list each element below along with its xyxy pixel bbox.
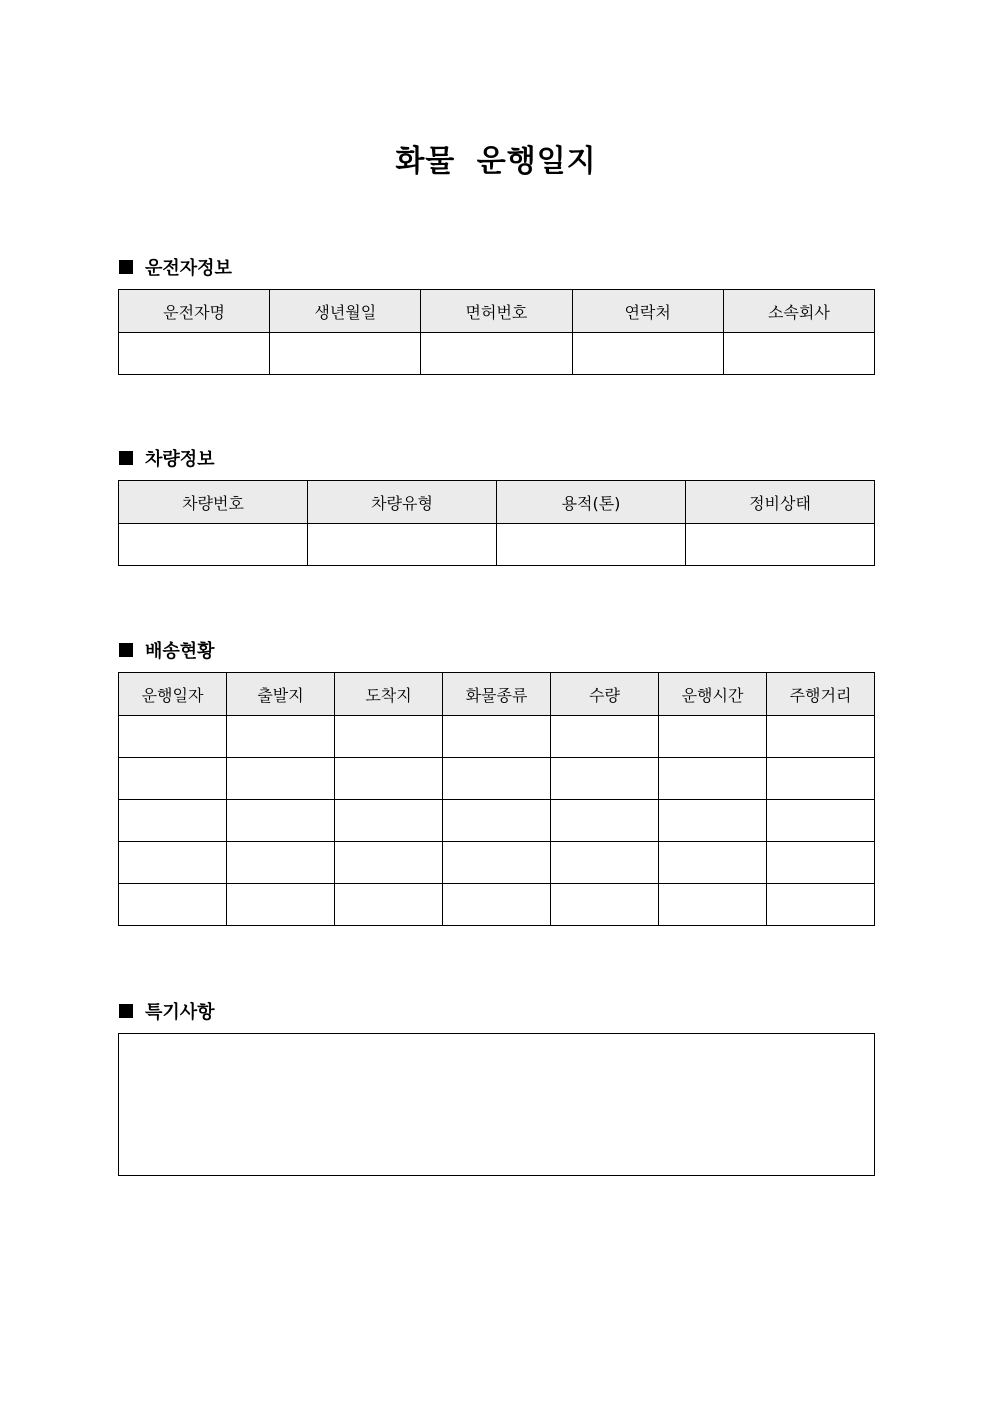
- table-cell[interactable]: [659, 758, 767, 800]
- delivery-status-table: [118, 672, 875, 926]
- table-header-row: [119, 481, 875, 524]
- table-cell[interactable]: [443, 758, 551, 800]
- table-cell[interactable]: [551, 884, 659, 926]
- column-header: 연락처: [572, 290, 723, 333]
- table-cell[interactable]: [551, 842, 659, 884]
- table-header-row: [119, 673, 875, 716]
- square-bullet-icon: [119, 643, 133, 657]
- table-cell[interactable]: [659, 716, 767, 758]
- table-cell[interactable]: [308, 524, 497, 566]
- table-cell[interactable]: [119, 524, 308, 566]
- table-cell[interactable]: [497, 524, 686, 566]
- column-header: 주행거리: [767, 673, 875, 716]
- table-cell[interactable]: [572, 333, 723, 375]
- driver-info-table: [118, 289, 875, 375]
- section-heading-vehicle: [119, 445, 215, 471]
- section-heading-label: 배송현황: [145, 641, 215, 662]
- table-cell[interactable]: [119, 800, 227, 842]
- table-row: [119, 842, 875, 884]
- square-bullet-icon: [119, 451, 133, 465]
- table-cell[interactable]: [227, 716, 335, 758]
- table-cell[interactable]: [335, 800, 443, 842]
- table-cell[interactable]: [335, 758, 443, 800]
- table-cell[interactable]: [119, 758, 227, 800]
- column-header: 차량번호: [119, 481, 308, 524]
- table-cell[interactable]: [443, 842, 551, 884]
- table-row: [119, 333, 875, 375]
- table-cell[interactable]: [227, 884, 335, 926]
- table-cell[interactable]: [443, 800, 551, 842]
- page-title: 화물 운행일지: [395, 144, 597, 179]
- table-cell[interactable]: [551, 716, 659, 758]
- section-heading-driver: [119, 254, 232, 280]
- table-cell[interactable]: [227, 842, 335, 884]
- table-cell[interactable]: [335, 716, 443, 758]
- table-header-row: [119, 290, 875, 333]
- section-heading-label: 특기사항: [145, 1002, 215, 1023]
- table-row: [119, 884, 875, 926]
- table-cell[interactable]: [659, 884, 767, 926]
- column-header: 생년월일: [270, 290, 421, 333]
- table-cell[interactable]: [335, 884, 443, 926]
- table-cell[interactable]: [335, 842, 443, 884]
- table-cell[interactable]: [227, 800, 335, 842]
- notes-box[interactable]: [118, 1033, 875, 1176]
- square-bullet-icon: [119, 1004, 133, 1018]
- table-cell[interactable]: [443, 716, 551, 758]
- section-heading-label: 차량정보: [145, 449, 215, 470]
- column-header: 운전자명: [119, 290, 270, 333]
- column-header: 소속회사: [723, 290, 874, 333]
- vehicle-info-table: [118, 480, 875, 566]
- table-cell[interactable]: [551, 800, 659, 842]
- column-header: 운행시간: [659, 673, 767, 716]
- table-cell[interactable]: [767, 716, 875, 758]
- table-cell[interactable]: [421, 333, 572, 375]
- table-row: [119, 758, 875, 800]
- column-header: 차량유형: [308, 481, 497, 524]
- column-header: 면허번호: [421, 290, 572, 333]
- table-cell[interactable]: [659, 842, 767, 884]
- table-cell[interactable]: [270, 333, 421, 375]
- table-cell[interactable]: [686, 524, 875, 566]
- table-cell[interactable]: [119, 333, 270, 375]
- column-header: 수량: [551, 673, 659, 716]
- table-cell[interactable]: [767, 842, 875, 884]
- table-cell[interactable]: [227, 758, 335, 800]
- table-cell[interactable]: [723, 333, 874, 375]
- table-cell[interactable]: [443, 884, 551, 926]
- column-header: 화물종류: [443, 673, 551, 716]
- section-heading-delivery: [119, 637, 215, 663]
- table-row: [119, 524, 875, 566]
- column-header: 운행일자: [119, 673, 227, 716]
- table-row: [119, 716, 875, 758]
- column-header: 정비상태: [686, 481, 875, 524]
- table-cell[interactable]: [119, 884, 227, 926]
- table-row: [119, 800, 875, 842]
- table-cell[interactable]: [767, 800, 875, 842]
- table-cell[interactable]: [119, 842, 227, 884]
- column-header: 용적(톤): [497, 481, 686, 524]
- table-cell[interactable]: [119, 716, 227, 758]
- table-cell[interactable]: [767, 758, 875, 800]
- table-cell[interactable]: [659, 800, 767, 842]
- table-cell[interactable]: [551, 758, 659, 800]
- column-header: 도착지: [335, 673, 443, 716]
- section-heading-notes: [119, 998, 215, 1024]
- square-bullet-icon: [119, 260, 133, 274]
- section-heading-label: 운전자정보: [145, 258, 232, 279]
- column-header: 출발지: [227, 673, 335, 716]
- table-cell[interactable]: [767, 884, 875, 926]
